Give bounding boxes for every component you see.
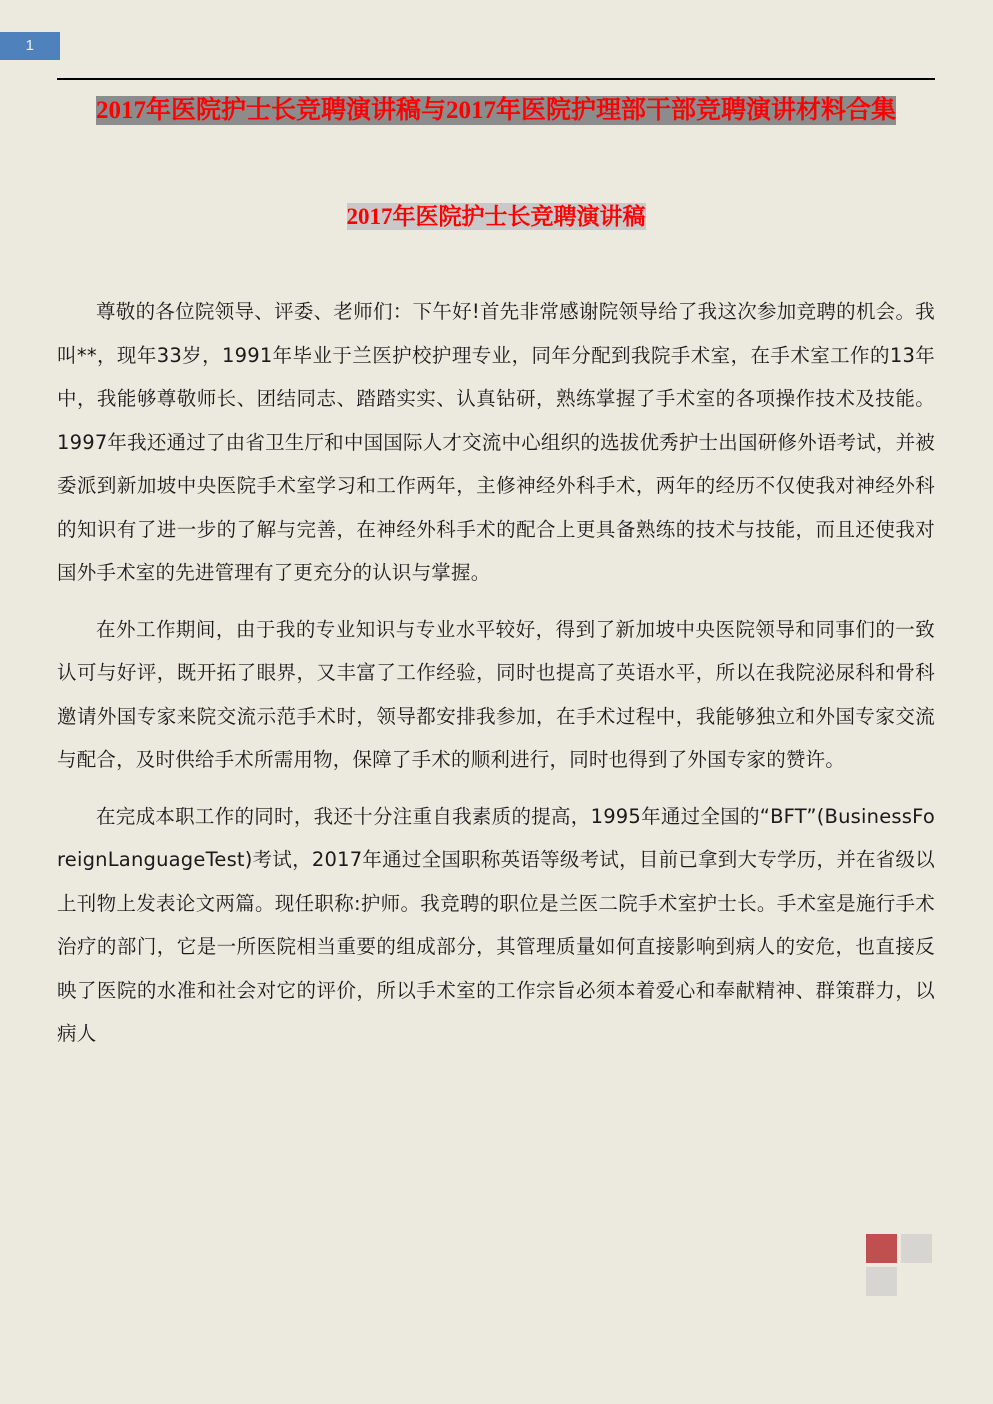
document-content xyxy=(57,92,935,1069)
body-paragraph: 在完成本职工作的同时，我还十分注重自我素质的提高，1995年通过全国的“BFT”(BusinessForeignLanguageTest)考试，2017年通过全国职称英语等级考试，目前已拿到大专学历，并在省级以上刊物上发表论文两篇。现任职称:护师。我竞聘的职位是兰医二院手术室护士长。手术室是施行手术治疗的部门，它是一所医院相当重要的组成部分，其管理质量如何直接影响到病人的安危，也直接反映了医院的水准和社会对它的评价，所以手术室的工作宗旨必须本着爱心和奉献精神、群策群力，以病人 xyxy=(57,804,935,1045)
document-subtitle-text: 2017年医院护士长竞聘演讲稿 xyxy=(346,204,646,229)
document-subtitle xyxy=(57,200,935,234)
header-divider xyxy=(57,78,935,80)
body-paragraph: 尊敬的各位院领导、评委、老师们：下午好!首先非常感谢院领导给了我这次参加竞聘的机会。我叫**，现年33岁，1991年毕业于兰医护校护理专业，同年分配到我院手术室，在手术室工作的13年中，我能够尊敬师长、团结同志、踏踏实实、认真钻研，熟练掌握了手术室的各项操作技术及技能。1997年我还通过了由省卫生厅和中国国际人才交流中心组织的选拔优秀护士出国研修外语考试，并被委派到新加坡中央医院手术室学习和工作两年，主修神经外科手术，两年的经历不仅使我对神经外科的知识有了进一步的了解与完善，在神经外科手术的配合上更具备熟练的技术与技能，而且还使我对国外手术室的先进管理有了更充分的认识与掌握。 xyxy=(57,300,935,584)
document-title-text: 2017年医院护士长竞聘演讲稿与2017年医院护理部干部竞聘演讲材料合集 xyxy=(95,97,896,124)
decorative-square-gray-bottom xyxy=(866,1267,897,1296)
decorative-square-red xyxy=(866,1234,897,1263)
decorative-squares xyxy=(866,1234,938,1304)
page-number-badge: 1 xyxy=(0,32,60,60)
decorative-square-gray-top xyxy=(901,1234,932,1263)
document-body xyxy=(57,290,935,1056)
document-title xyxy=(57,92,935,130)
body-paragraph: 在外工作期间，由于我的专业知识与专业水平较好，得到了新加坡中央医院领导和同事们的一致认可与好评，既开拓了眼界，又丰富了工作经验，同时也提高了英语水平，所以在我院泌尿科和骨科邀请外国专家来院交流示范手术时，领导都安排我参加，在手术过程中，我能够独立和外国专家交流与配合，及时供给手术所需用物，保障了手术的顺利进行，同时也得到了外国专家的赞许。 xyxy=(57,617,935,771)
